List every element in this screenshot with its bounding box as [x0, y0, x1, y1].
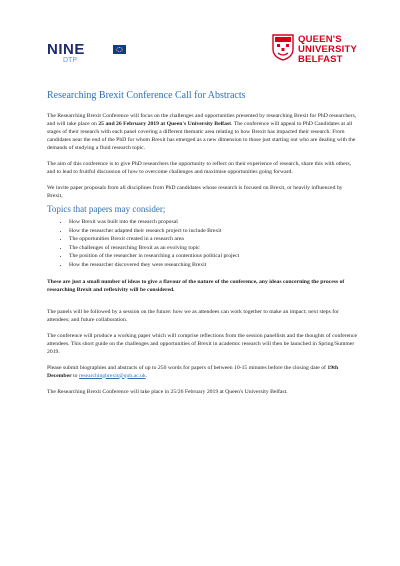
- qub-line-2: UNIVERSITY: [298, 44, 358, 55]
- qub-line-3: BELFAST: [298, 54, 343, 65]
- eu-flag-icon: [113, 45, 126, 54]
- intro-text-b: . The conference will appeal to PhD Candidates at all stages of their research with each panel covering a different thematic area relating to how Brexit has impacted their research. From candidates near the end of the PhD for whom Brexit has emerged as a new dimension to those just starting out who are dealing with the demands of studying a fluid research topic.: [47, 121, 356, 151]
- email-link[interactable]: researchingbrexit@qub.ac.uk: [78, 372, 146, 379]
- invite-paragraph: We invite paper proposals from all disciplines from PhD candidates whose research is focused on Brexit, or heavily influenced by Brexit,: [47, 185, 343, 199]
- conference-dates: 25 and 26 February 2019 at Queen's University Belfast: [98, 121, 232, 127]
- submit-text-a: Please submit biographies and abstracts of up to 250 words for papers of between 10-15 minutes before the closing date of: [47, 364, 328, 371]
- nine-logo-sub: DTP: [63, 57, 77, 64]
- intro-paragraph: [47, 112, 359, 152]
- submit-text-c: .: [145, 372, 148, 379]
- topic-list: [47, 218, 359, 270]
- list-item: • The challenges of researching Brexit as an evolving topic: [69, 244, 359, 253]
- qub-logo: [272, 34, 372, 64]
- nine-logo-word: NINE: [47, 41, 85, 58]
- closing-paragraph: The Researching Brexit Conference will take place in 25/26 February 2019 at Queen's University Belfast.: [47, 388, 288, 395]
- submission-paragraph: [47, 364, 359, 380]
- page-title: Researching Brexit Conference Call for Abstracts: [47, 90, 246, 101]
- document-body: [47, 112, 359, 404]
- qub-crest-icon: [272, 34, 294, 61]
- nine-dtp-logo: [47, 42, 137, 66]
- list-item: • How the researcher discovered they were researching Brexit: [69, 261, 359, 270]
- list-item: • How Brexit was built into the research proposal: [69, 218, 359, 227]
- panels-paragraph: The panels will be followed by a session on the future: how we as attendees can work together to make an impact; next steps for attendees; and future collaboration.: [47, 308, 339, 323]
- list-item: • The position of the researcher in researching a contentious political project: [69, 252, 359, 261]
- list-item: • The opportunities Brexit created in a research area: [69, 235, 359, 244]
- topics-heading: Topics that papers may consider;: [47, 204, 166, 214]
- qub-line-1: QUEEN'S: [298, 34, 342, 45]
- ideas-note: These are just a small number of ideas to give a flavour of the nature of the conference, any ideas concerning the process of researching Brexit and reflexivity will be considered.: [47, 278, 345, 293]
- list-item: • How the researcher adapted their research project to include Brexit: [69, 227, 359, 236]
- submit-text-b: to: [71, 372, 79, 379]
- working-paper-paragraph: The conference will produce a working paper which will comprise reflections from the session panellists and the thoughts of conference attendees. This short guide on the challenges and opportunities of Brexit in academic research will then be launched in Spring/Summer 2019.: [47, 332, 358, 355]
- closing-date: 19th December: [47, 364, 339, 379]
- intro-text-a: The Researching Brexit Conference will focus on the challenges and opportunities presented by researching Brexit for PhD researchers, and will take place on: [47, 113, 357, 127]
- aim-paragraph: The aim of this conference is to give PhD researchers the opportunity to reflect on their experience of research, share this with others, and to lead to fruitful discussion of how to overcome challenges and maximise opportunities going forward.: [47, 161, 352, 175]
- qub-logo-text: [298, 35, 357, 65]
